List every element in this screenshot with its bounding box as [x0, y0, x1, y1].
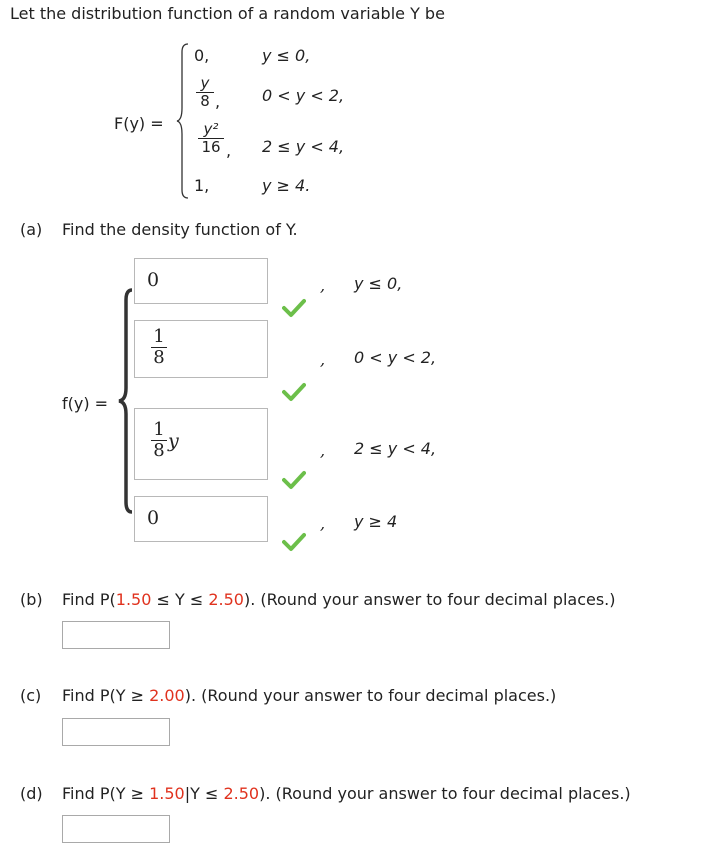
cdf-row3-fraction: [198, 122, 224, 155]
part-c-pre: Find P(Y ≥: [62, 686, 150, 705]
pdf-answer-2-num: 1: [153, 326, 165, 347]
part-b-value-1: 1.50: [115, 590, 152, 609]
part-d-value-1: 1.50: [149, 784, 185, 803]
pdf-row4-sep: ,: [320, 514, 326, 533]
cdf-row2-num: y: [200, 74, 210, 92]
cdf-brace: [176, 42, 190, 200]
pdf-answer-3[interactable]: [134, 408, 268, 480]
part-b-label: (b): [20, 590, 43, 609]
part-d-value-2: 2.50: [223, 784, 260, 803]
pdf-answer-4-value: 0: [147, 507, 160, 529]
part-b-answer-input[interactable]: [62, 621, 170, 649]
part-d-post: ). (Round your answer to four decimal places.): [259, 784, 631, 803]
pdf-answer-3-suffix: y: [168, 430, 179, 452]
part-d-answer-input[interactable]: [62, 815, 170, 843]
part-c-answer-input[interactable]: [62, 718, 170, 746]
pdf-row1-sep: ,: [320, 276, 326, 295]
part-c-question: [62, 686, 556, 705]
cdf-row2-cond: 0 < y < 2,: [262, 86, 345, 105]
part-b-post: ). (Round your answer to four decimal places.): [243, 590, 616, 609]
part-b-pre: Find P(: [62, 590, 116, 609]
pdf-answer-4[interactable]: [134, 496, 268, 542]
part-c-post: ). (Round your answer to four decimal places.): [184, 686, 557, 705]
part-c-label: (c): [20, 686, 42, 705]
part-d-question: [62, 784, 631, 803]
check-icon: [282, 470, 306, 490]
part-a-label: (a): [20, 220, 43, 239]
cdf-row3-comma: ,: [226, 141, 232, 160]
pdf-row3-sep: ,: [320, 441, 326, 460]
part-c-value-1: 2.00: [149, 686, 185, 705]
cdf-row3-den: 16: [201, 138, 221, 156]
pdf-answer-3-num: 1: [153, 419, 165, 440]
pdf-answer-1-value: 0: [147, 269, 160, 291]
check-icon: [282, 298, 306, 318]
pdf-answer-3-fraction: [151, 421, 167, 460]
check-icon: [282, 532, 306, 552]
cdf-row4-expr: 1,: [194, 176, 210, 195]
cdf-row2-comma: ,: [215, 92, 221, 111]
pdf-row2-sep: ,: [320, 350, 326, 369]
pdf-lhs: f(y) =: [62, 394, 109, 413]
cdf-row1-cond: y ≤ 0,: [262, 46, 311, 65]
part-b-value-2: 2.50: [208, 590, 244, 609]
part-d-mid: |Y ≤: [184, 784, 224, 803]
part-b-mid: ≤ Y ≤: [151, 590, 209, 609]
cdf-row4-cond: y ≥ 4.: [262, 176, 311, 195]
part-d-pre: Find P(Y ≥: [62, 784, 150, 803]
pdf-row3-cond: 2 ≤ y < 4,: [354, 439, 437, 458]
pdf-brace: [118, 288, 134, 514]
cdf-row2-den: 8: [200, 92, 210, 110]
part-b-question: [62, 590, 616, 609]
part-a-question: Find the density function of Y.: [62, 220, 298, 239]
cdf-row2-fraction: [196, 76, 214, 109]
pdf-row2-cond: 0 < y < 2,: [354, 348, 437, 367]
cdf-row1-expr: 0,: [194, 46, 210, 65]
check-icon: [282, 382, 306, 402]
intro-text: Let the distribution function of a random variable Y be: [10, 4, 445, 23]
cdf-row3-num: y²: [203, 120, 219, 138]
cdf-row3-cond: 2 ≤ y < 4,: [262, 137, 345, 156]
pdf-answer-2[interactable]: [134, 320, 268, 378]
part-d-label: (d): [20, 784, 43, 803]
pdf-answer-2-den: 8: [153, 347, 165, 368]
pdf-row1-cond: y ≤ 0,: [354, 274, 403, 293]
pdf-answer-1[interactable]: [134, 258, 268, 304]
pdf-answer-3-den: 8: [153, 440, 165, 461]
cdf-lhs: F(y) =: [114, 114, 164, 133]
pdf-answer-2-fraction: [151, 328, 167, 367]
pdf-row4-cond: y ≥ 4: [354, 512, 398, 531]
